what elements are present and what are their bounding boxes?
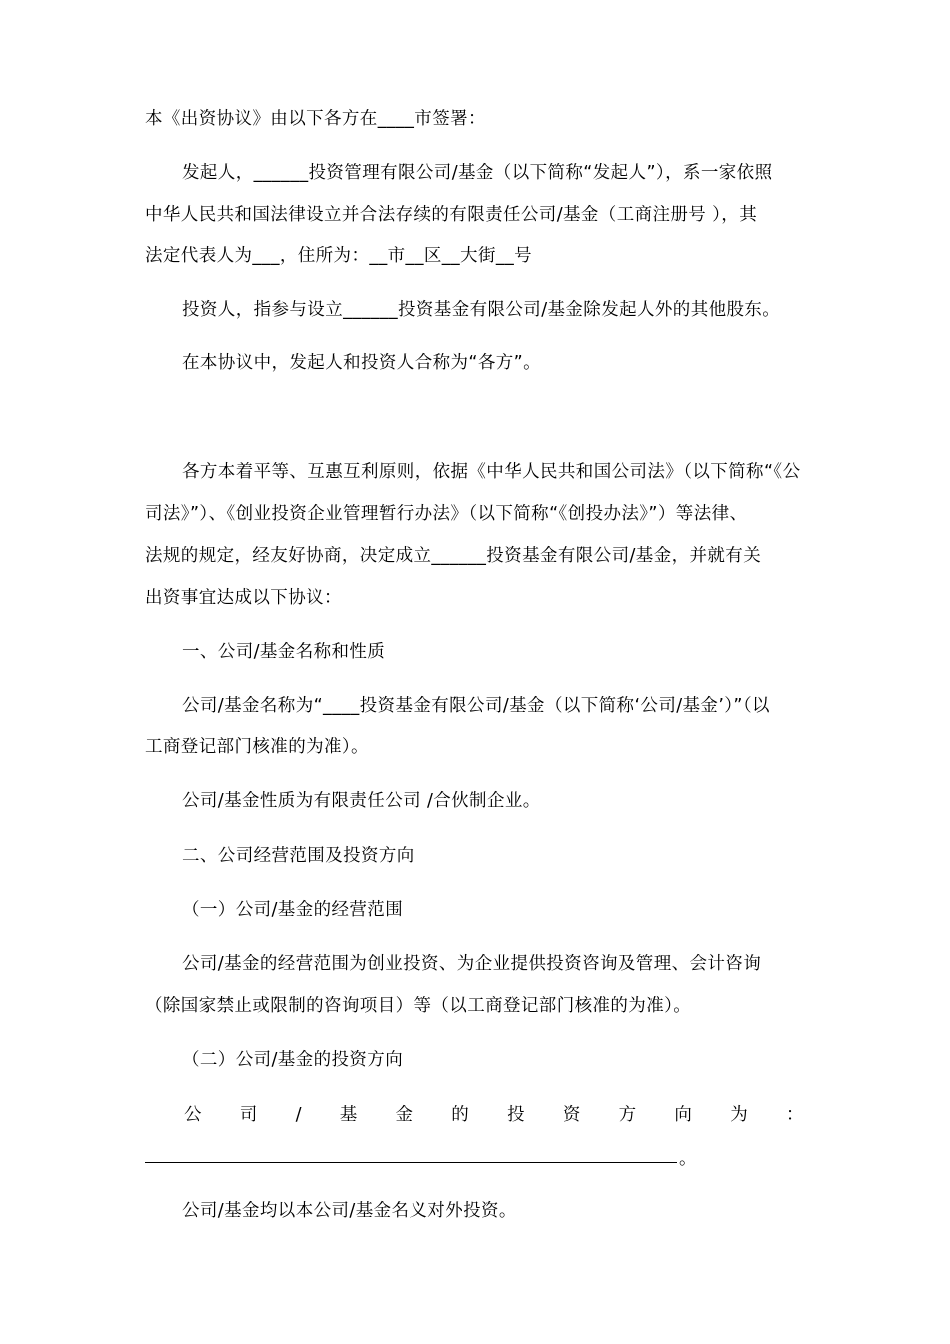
investor-line: 投资人，指参与设立______投资基金有限公司/基金除发起人外的其他股东。 (182, 300, 781, 320)
sponsor-line-1: 发起人，______投资管理有限公司/基金（以下简称“发起人”），系一家依照 (182, 163, 773, 183)
spaced-char: 投 (507, 1105, 525, 1125)
preamble-line-2: 司法》”）、《创业投资企业管理暂行办法》（以下简称“《创投办法》”）等法律、 (145, 504, 748, 524)
fund-name-line-1: 公司/基金名称为“____投资基金有限公司/基金（以下简称‘公司/基金’）”（以 (182, 696, 770, 716)
spaced-char: 司 (239, 1105, 258, 1125)
parties-definition-line: 在本协议中，发起人和投资人合称为“各方”。 (182, 353, 542, 373)
fund-nature-line: 公司/基金性质为有限责任公司 /合伙制企业。 (182, 791, 541, 811)
spaced-char: 方 (618, 1105, 637, 1125)
preamble-line-3: 法规的规定，经友好协商，决定成立______投资基金有限公司/基金，并就有关 (145, 546, 762, 566)
preamble-line-1: 各方本着平等、互惠互利原则，依据《中华人民共和国公司法》（以下简称“《公 (182, 462, 801, 482)
investment-direction-line (184, 1104, 804, 1126)
spaced-char: 资 (562, 1105, 581, 1125)
sponsor-line-2: 中华人民共和国法律设立并合法存续的有限责任公司/基金（工商注册号 ），其 (145, 205, 758, 225)
spaced-char: 金 (395, 1105, 414, 1125)
spaced-char: 的 (451, 1105, 470, 1125)
business-scope-line-1: 公司/基金的经营范围为创业投资、为企业提供投资咨询及管理、会计咨询 (182, 954, 762, 974)
fund-name-line-2: 工商登记部门核准的为准）。 (145, 737, 369, 757)
signing-place-line: 本《出资协议》由以下各方在____市签署： (145, 109, 486, 129)
section-1-heading: 一、公司/基金名称和性质 (182, 642, 386, 662)
subsection-2-heading: （二）公司/基金的投资方向 (182, 1050, 404, 1070)
section-2-heading: 二、公司经营范围及投资方向 (182, 846, 415, 866)
spaced-char: 基 (339, 1105, 358, 1125)
spaced-char: 向 (674, 1105, 693, 1125)
subsection-1-heading: （一）公司/基金的经营范围 (182, 900, 404, 920)
blank-fill-line (145, 1162, 677, 1163)
blank-fill-line-end: 。 (679, 1149, 697, 1169)
sponsor-line-3: 法定代表人为___，住所为：__市__区__大街__号 (145, 246, 533, 266)
preamble-line-4: 出资事宜达成以下协议： (145, 588, 342, 608)
business-scope-line-2: （除国家禁止或限制的咨询项目）等（以工商登记部门核准的为准）。 (145, 996, 692, 1016)
external-investment-line: 公司/基金均以本公司/基金名义对外投资。 (182, 1201, 517, 1221)
spaced-char: ： (785, 1105, 804, 1125)
spaced-char: 为 (730, 1105, 749, 1125)
spaced-char: / (295, 1105, 302, 1125)
spaced-char: 公 (184, 1105, 202, 1125)
